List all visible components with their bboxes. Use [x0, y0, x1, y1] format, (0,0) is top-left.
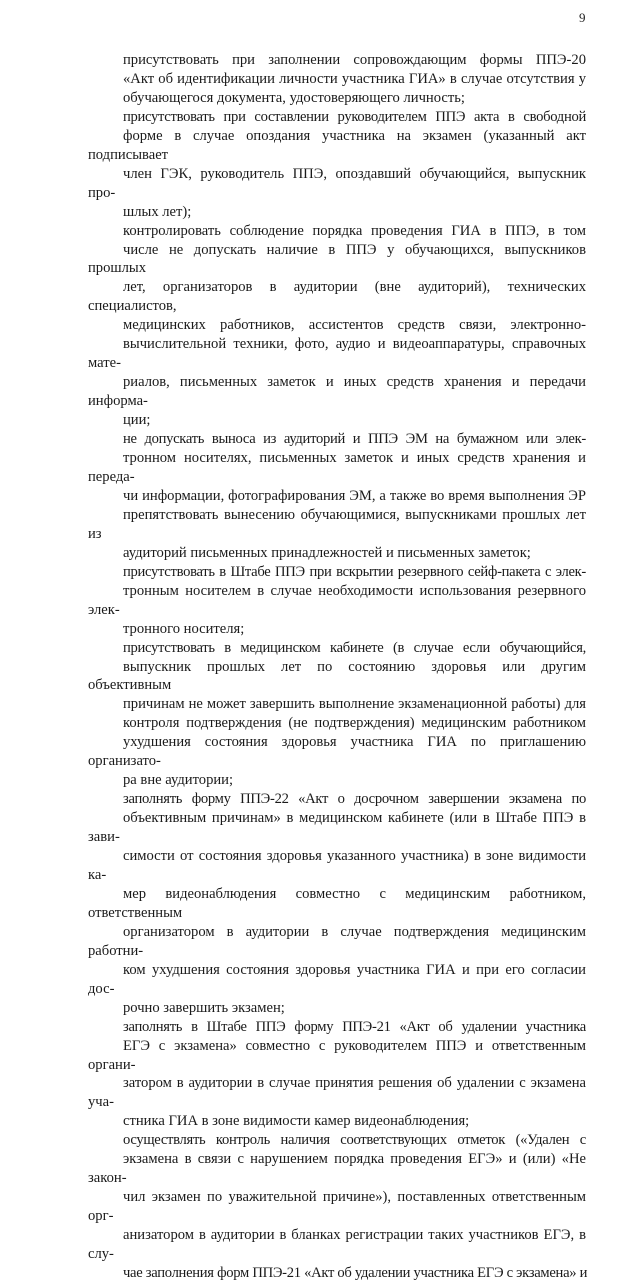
text-line: ра вне аудитории; [123, 772, 234, 789]
text-line: тронном носителях, письменных заметок и иных средств хранения и переда- [88, 450, 586, 485]
text-line: ции; [123, 412, 151, 429]
text-line: ком ухудшения состояния здоровья участника ГИА и при его согласии дос- [88, 961, 586, 997]
text-line: объективным причинам» в медицинском кабинете (или в Штабе ППЭ в зави- [88, 810, 586, 846]
text-line: контролировать соблюдение порядка проведения ГИА в ППЭ, в том [123, 222, 586, 239]
text-line: анизатором в аудитории в бланках регистрации таких участников ЕГЭ, в слу- [88, 1227, 586, 1263]
paragraph [88, 108, 586, 222]
text-line: осуществлять контроль наличия соответствующих отметок («Удален с [123, 1132, 586, 1149]
text-line: заполнять форму ППЭ-22 «Акт о досрочном завершении экзамена по [123, 791, 586, 808]
text-line: чае заполнения форм ППЭ-21 «Акт об удалении участника ЕГЭ с экзамена» и [123, 1265, 588, 1281]
paragraph [88, 1018, 586, 1132]
text-line: член ГЭК, руководитель ППЭ, опоздавший обучающийся, выпускник про- [88, 165, 586, 201]
text-line: числе не допускать наличие в ППЭ у обучающихся, выпускников прошлых [88, 241, 586, 277]
text-line: выпускник прошлых лет по состоянию здоровья или другим объективным [88, 658, 586, 694]
text-line: заполнять в Штабе ППЭ форму ППЭ-21 «Акт об удалении участника [123, 1018, 586, 1035]
text-line: препятствовать вынесению обучающимися, выпускниками прошлых лет из [88, 506, 586, 542]
text-line: лет, организаторов в аудитории (вне аудиторий), технических специалистов, [88, 279, 586, 315]
text-line: присутствовать в медицинском кабинете (в случае если обучающийся, [123, 639, 586, 656]
text-line: «Акт об идентификации личности участника ГИА» в случае отсутствия у [123, 70, 586, 87]
paragraph [88, 222, 586, 430]
text-line: контроля подтверждения (не подтверждения) медицинским работником [123, 715, 586, 732]
text-line: вычислительной техники, фото, аудио и видеоаппаратуры, справочных мате- [88, 336, 586, 372]
text-line: стника ГИА в зоне видимости камер видеонаблюдения; [123, 1113, 470, 1130]
text-line: ЕГЭ с экзамена» совместно с руководителем ППЭ и ответственным органи- [88, 1037, 586, 1073]
text-line: рочно завершить экзамен; [123, 999, 285, 1016]
paragraph [88, 639, 586, 791]
text-line: тронного носителя; [123, 620, 245, 637]
text-line: чил экзамен по уважительной причине»), поставленных ответственным орг- [88, 1189, 586, 1225]
text-line: причинам не может завершить выполнение экзаменационной работы) для [123, 696, 586, 713]
paragraph [88, 563, 586, 639]
text-line: не допускать выноса из аудиторий и ППЭ ЭМ на бумажном или элек- [123, 431, 586, 448]
text-line: организатором в аудитории в случае подтверждения медицинским работни- [88, 923, 586, 959]
text-line: затором в аудитории в случае принятия решения об удалении с экзамена уча- [88, 1075, 586, 1111]
text-line: присутствовать в Штабе ППЭ при вскрытии резервного сейф-пакета с элек- [123, 563, 586, 580]
text-line: чи информации, фотографирования ЭМ, а также во время выполнения ЭР [123, 487, 586, 504]
text-line: обучающегося документа, удостоверяющего личность; [123, 89, 465, 106]
paragraph [88, 430, 586, 563]
text-line: тронным носителем в случае необходимости использования резервного элек- [88, 582, 586, 618]
text-line: ухудшения состояния здоровья участника ГИА по приглашению организато- [88, 734, 586, 770]
text-line: присутствовать при составлении руководителем ППЭ акта в свободной [123, 108, 586, 125]
document-text [88, 51, 586, 1283]
text-line: риалов, письменных заметок и иных средств хранения и передачи информа- [88, 374, 586, 410]
paragraph [88, 1131, 586, 1283]
text-line: аудиторий письменных принадлежностей и письменных заметок; [123, 544, 531, 561]
page-number: 9 [579, 10, 586, 25]
text-line: медицинских работников, ассистентов средств связи, электронно- [123, 317, 586, 334]
text-line: мер видеонаблюдения совместно с медицинским работником, ответственным [88, 885, 586, 921]
paragraph [88, 51, 586, 108]
text-line: присутствовать при заполнении сопровождающим формы ППЭ-20 [123, 52, 586, 68]
text-line: форме в случае опоздания участника на экзамен (указанный акт подписывает [88, 127, 586, 163]
text-line: шлых лет); [123, 203, 192, 220]
paragraph [88, 790, 586, 1017]
text-line: экзамена в связи с нарушением порядка проведения ЕГЭ» и (или) «Не закон- [88, 1151, 586, 1187]
text-line: симости от состояния здоровья указанного участника) в зоне видимости ка- [88, 848, 586, 883]
